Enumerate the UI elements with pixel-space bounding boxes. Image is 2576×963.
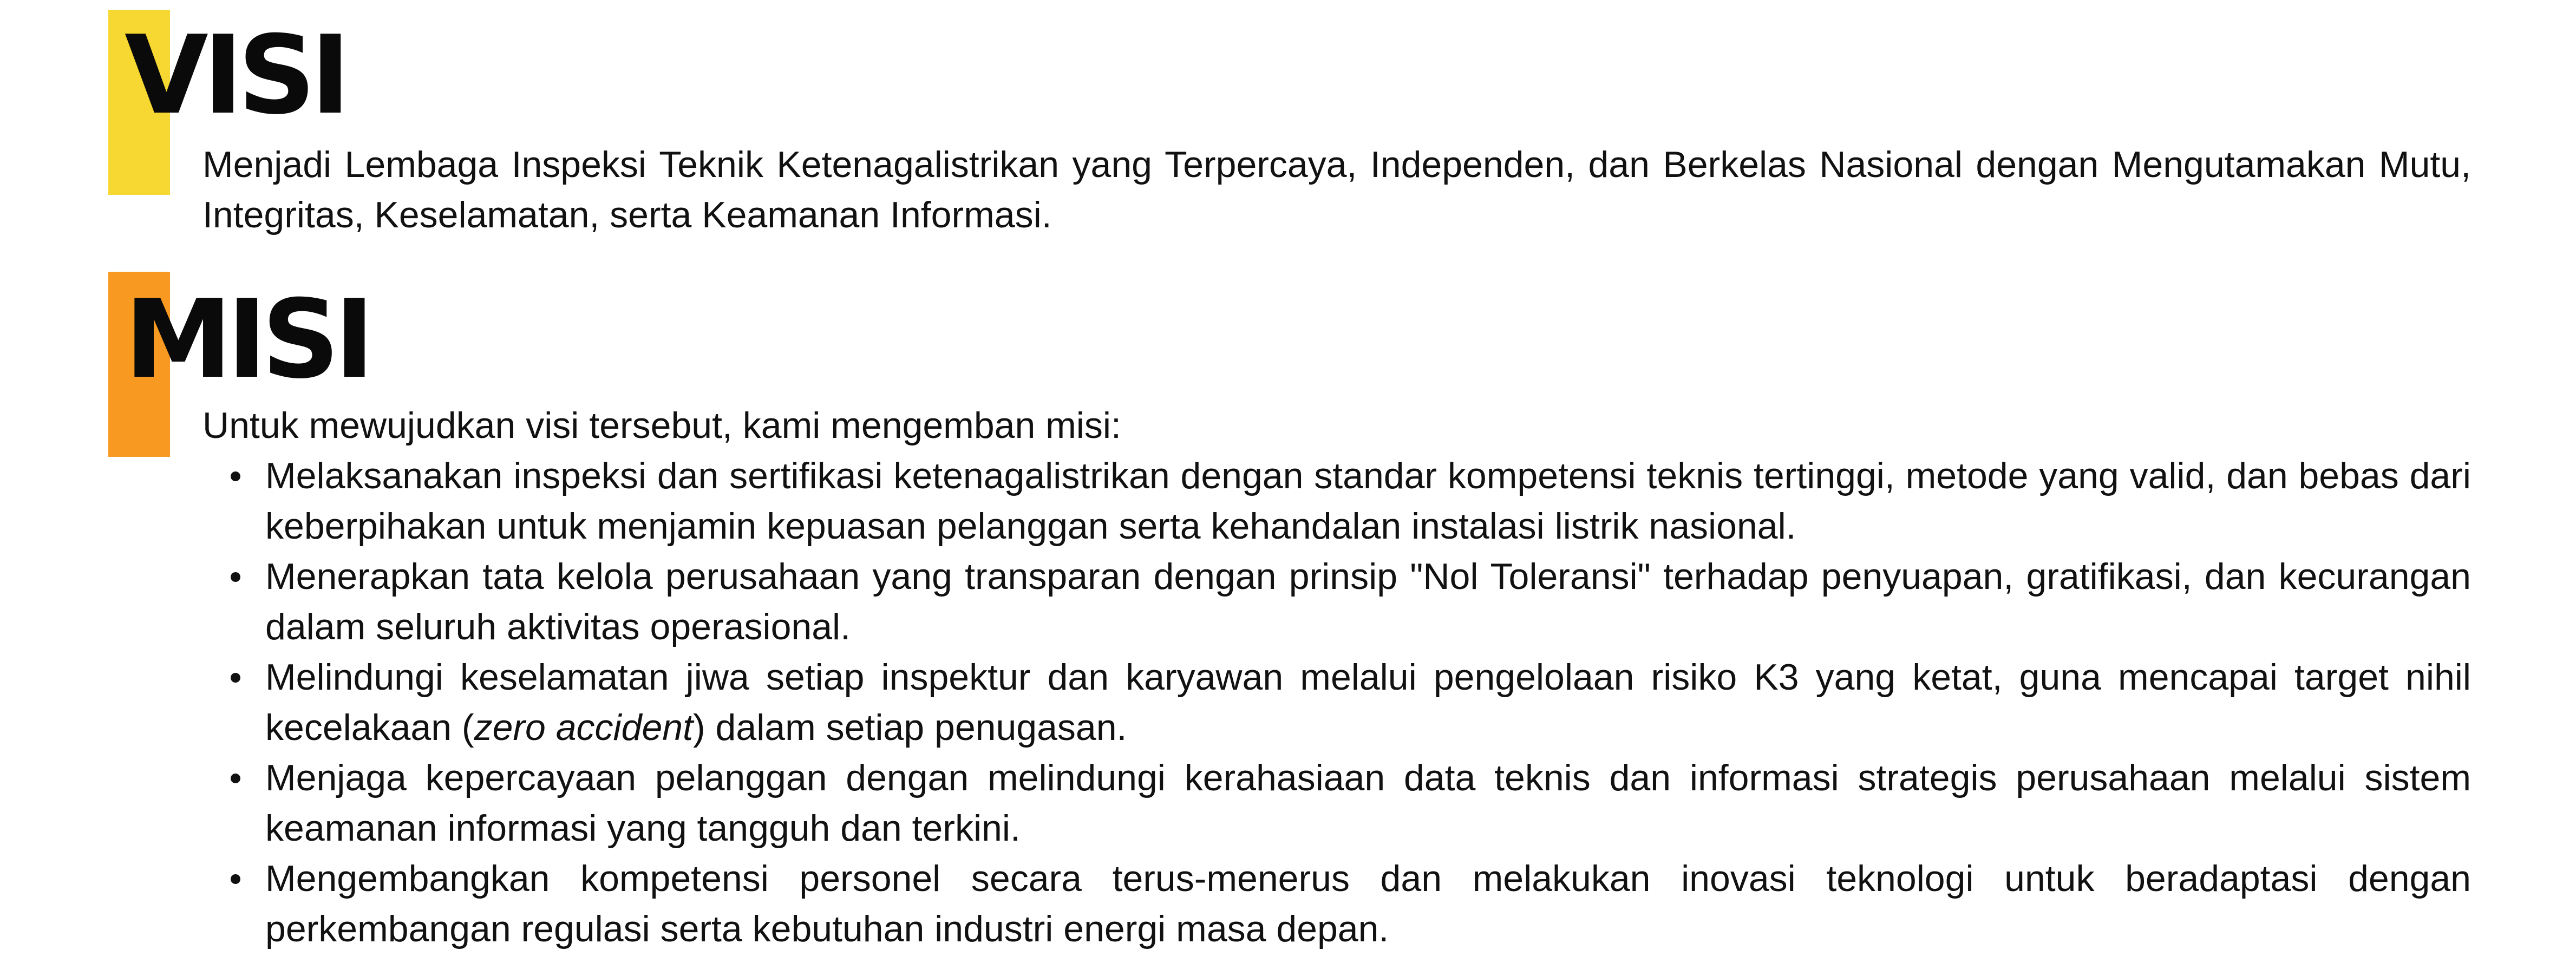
misi-item-text-before: Melindungi keselamatan jiwa setiap inspektur dan karyawan melalui pengelolaan risiko K3 yang ketat, guna mencapai target nihil kecelakaan ( [265,657,2471,748]
misi-item-text: Menerapkan tata kelola perusahaan yang transparan dengan prinsip "Nol Toleransi" terhadap penyuapan, gratifikasi, dan kecurangan dalam seluruh aktivitas operasional. [265,556,2471,647]
list-item [202,552,2471,652]
bullet-icon [231,874,240,884]
misi-item-text-after: ) dalam setiap penugasan. [693,707,1127,748]
bullet-icon [231,572,240,582]
misi-item-text: Melaksanakan inspeksi dan sertifikasi ketenagalistrikan dengan standar kompetensi teknis tertinggi, metode yang valid, dan bebas dari keberpihakan untuk menjamin kepuasan pelanggan serta kehandalan instalasi listrik nasional. [265,455,2471,547]
visi-heading: VISI [125,12,345,139]
misi-item-text: Mengembangkan kompetensi personel secara terus-menerus dan melakukan inovasi teknologi untuk beradaptasi dengan perkembangan regulasi serta kebutuhan industri energi masa depan. [265,858,2471,949]
bullet-icon [231,471,240,481]
bullet-icon [231,673,240,683]
misi-item-text: Menjaga kepercayaan pelanggan dengan melindungi kerahasiaan data teknis dan informasi strategis perusahaan melalui sistem keamanan informasi yang tangguh dan terkini. [265,757,2471,849]
bullet-icon [231,774,240,783]
misi-intro: Untuk mewujudkan visi tersebut, kami mengemban misi: [202,405,1121,446]
list-item [202,652,2471,753]
misi-list [202,451,2471,954]
misi-item-text [265,657,2471,748]
list-item [202,753,2471,854]
visi-section [0,0,2576,249]
list-item [202,854,2471,954]
misi-section [0,249,2576,963]
visi-text: Menjadi Lembaga Inspeksi Teknik Ketenagalistrikan yang Terpercaya, Independen, dan Berkelas Nasional dengan Mengutamakan Mutu, Integritas, Keselamatan, serta Keamanan Informasi. [202,144,2471,235]
misi-item-text-italic: zero accident [474,707,694,748]
misi-heading: MISI [125,277,369,403]
list-item [202,451,2471,552]
